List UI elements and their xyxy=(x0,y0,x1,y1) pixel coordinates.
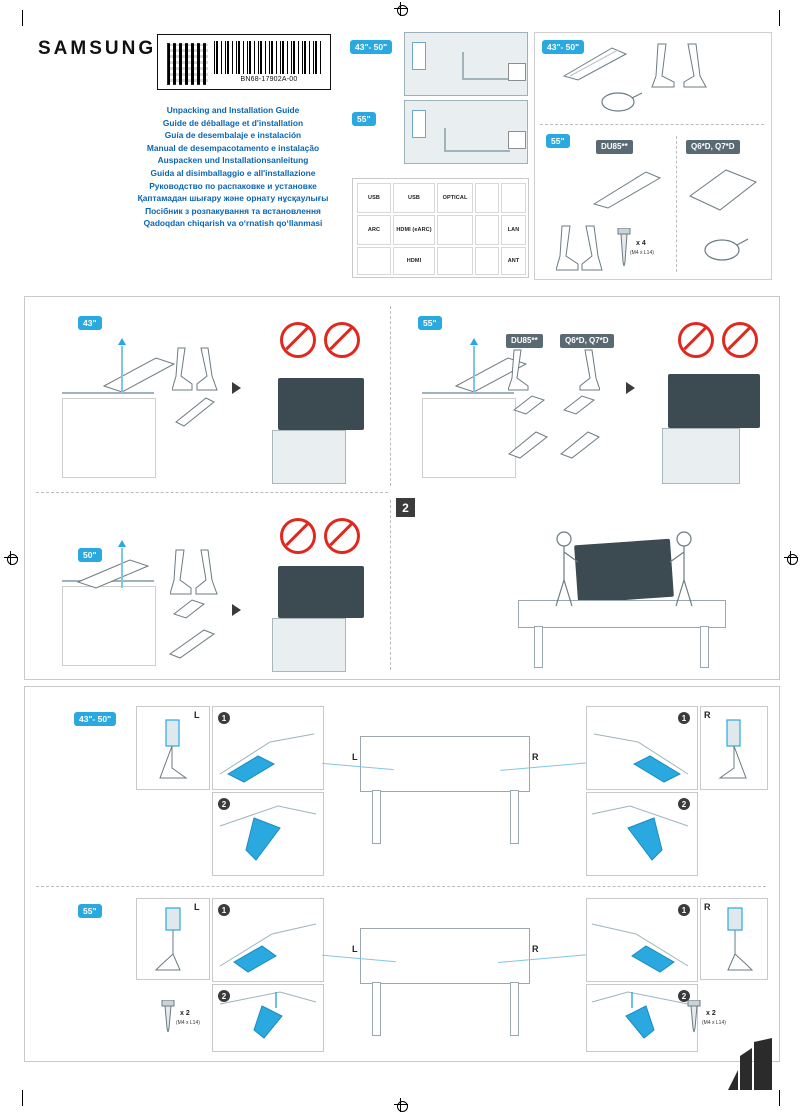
cover-bar-icon xyxy=(560,46,630,82)
cover-bar-icon-du85 xyxy=(590,168,664,212)
overview-55-cable xyxy=(444,128,446,152)
step3-size-tag-43-50: 43"- 50" xyxy=(74,712,116,726)
screw-qty-label: x 4 xyxy=(636,240,646,247)
step3-55-left-detail-label: L xyxy=(194,902,200,912)
title-lang-1: Guide de déballage et d'installation xyxy=(162,117,304,128)
step3-43-insert-illustration xyxy=(218,726,318,784)
crop-mark-bl-h xyxy=(22,1090,23,1106)
step3-55-label-L: L xyxy=(352,944,358,954)
step3-size-tag-55: 55" xyxy=(78,904,102,918)
step3-55-screw-icon-right xyxy=(686,1000,702,1034)
cover-plate-icon-q6d xyxy=(686,166,760,214)
step3-43-label-R: R xyxy=(532,752,539,762)
qr-code-icon xyxy=(164,40,212,88)
step1-50-cover-bar-icon xyxy=(74,556,152,592)
step3-43-left-detail-label: L xyxy=(194,710,200,720)
step1-55-tv-panel xyxy=(668,374,760,428)
overview-55-power-inlet xyxy=(508,131,526,149)
title-lang-2: Guía de desembalaje e instalación xyxy=(164,130,302,141)
port-label-hdmi-earc: HDMI (eARC) xyxy=(396,227,432,233)
step1-50-plate-icon xyxy=(172,596,206,622)
title-lang-7: Қаптамадан шығару және орнату нұсқаулығы xyxy=(137,193,329,204)
overview-tag-55: 55" xyxy=(352,112,376,126)
port-cell-ci xyxy=(437,215,473,245)
step3-43-right-insert-illustration xyxy=(590,726,690,784)
title-lang-9: Qadoqdan chiqarish va o‘rnatish qo‘llanmasi xyxy=(143,218,323,229)
step1-43-guide-line xyxy=(121,346,123,394)
port-cell-hdmi-earc xyxy=(393,215,435,245)
step1-horizontal-divider xyxy=(36,492,388,493)
step1-43-up-arrow xyxy=(118,338,126,345)
step3-55-table-leg-left xyxy=(372,982,381,1036)
step2-person-left-icon xyxy=(548,530,582,610)
step3-43-label-L: L xyxy=(352,752,358,762)
step1-50-up-arrow xyxy=(118,540,126,547)
step1-55-model-du85: DU85** xyxy=(506,334,543,348)
registration-mark-bottom xyxy=(394,1098,408,1112)
step1-55-up-arrow xyxy=(470,338,478,345)
step1-55-plate-icon-a xyxy=(512,392,546,418)
barcode-icon xyxy=(214,41,324,74)
title-language-list xyxy=(128,104,338,230)
port-label-ant: ANT xyxy=(507,258,520,264)
step1-50-warning-2 xyxy=(324,518,360,554)
title-lang-4: Auspacken und Installationsanleitung xyxy=(157,155,309,166)
step3-55-substep-2: 2 xyxy=(218,990,230,1002)
step3-55-right-detail-label: R xyxy=(704,902,711,912)
step1-size-tag-43: 43" xyxy=(78,316,102,330)
port-label-arc: ARC xyxy=(367,227,381,233)
port-cell-usb-c xyxy=(393,183,435,213)
port-cell-card-slot xyxy=(475,183,499,213)
step3-43-slide-illustration xyxy=(218,804,318,870)
registration-mark-right xyxy=(784,551,798,565)
port-label-usb: USB xyxy=(368,195,380,201)
stand-leg-pair-icon-55 xyxy=(556,224,604,272)
step3-43-right-bracket-icon xyxy=(714,716,754,782)
step1-55-plate-icon-b xyxy=(562,392,596,418)
step3-55-screw-qty-left: x 2 xyxy=(180,1010,190,1017)
step1-43-plate-icon xyxy=(172,394,218,430)
step3-55-left-bracket-icon xyxy=(150,906,194,974)
overview-43-cable-h xyxy=(462,78,510,80)
step3-55-screw-icon-left xyxy=(160,1000,176,1034)
port-cell-hdmi-strip xyxy=(357,247,391,275)
step1-vertical-divider xyxy=(390,306,391,486)
step3-55-right-substep-1: 1 xyxy=(678,904,690,916)
step1-55-stand-legs-icon-b xyxy=(556,348,600,392)
step3-55-screw-spec-left: (M4 x L14) xyxy=(176,1020,200,1026)
step1-43-stand-legs-icon xyxy=(172,346,218,392)
step3-55-label-R: R xyxy=(532,944,539,954)
parts-tag-55: 55" xyxy=(546,134,570,148)
step3-55-right-screw-illustration xyxy=(590,990,690,1048)
step-2-number: 2 xyxy=(396,498,415,517)
step1-50-cover-plate-icon xyxy=(166,626,218,660)
step1-43-carton xyxy=(272,430,346,484)
port-cell-arc xyxy=(357,215,391,245)
step3-43-right-slide-illustration xyxy=(590,804,690,870)
overview-55-port-cluster xyxy=(412,110,426,138)
step1-43-warning-1 xyxy=(280,322,316,358)
step1-50-stand-legs-icon xyxy=(170,548,218,596)
model-code: BN68-17902A-00 xyxy=(240,76,298,83)
overview-55-cable-h xyxy=(444,150,510,152)
step2-tv-panel xyxy=(574,539,674,604)
parts-model-divider xyxy=(676,136,677,272)
step1-43-box-illustration xyxy=(62,398,156,478)
step3-55-insert-illustration xyxy=(218,916,318,976)
overview-tag-43-50: 43"- 50" xyxy=(350,40,392,54)
brand-logo: SAMSUNG xyxy=(38,38,157,59)
step3-55-table-leg-right xyxy=(510,982,519,1036)
step1-43-warning-2 xyxy=(324,322,360,358)
parts-model-du85: DU85** xyxy=(596,140,633,154)
screw-spec-label: (M4 x L14) xyxy=(630,250,654,256)
step3-43-left-bracket-icon xyxy=(152,716,192,782)
title-lang-0: Unpacking and Installation Guide xyxy=(166,105,300,115)
overview-43-cable xyxy=(462,52,464,80)
port-cell-antenna xyxy=(437,247,473,275)
step1-55-box-illustration xyxy=(422,398,516,478)
step1-55-cover-plate-b xyxy=(558,428,602,462)
screw-icon xyxy=(616,228,632,268)
port-cell-satellite xyxy=(475,247,499,275)
port-label-usb-c: USB xyxy=(408,195,420,201)
step1-50-guide-line xyxy=(121,548,123,588)
step3-43-substep-2: 2 xyxy=(218,798,230,810)
title-lang-3: Manual de desempacotamento e instalação xyxy=(146,142,320,153)
step3-55-table-top xyxy=(360,928,530,984)
step3-43-table-leg-left xyxy=(372,790,381,844)
step3-55-substep-1: 1 xyxy=(218,904,230,916)
port-cell-usb xyxy=(357,183,391,213)
step1-55-cover-plate-a xyxy=(506,428,550,462)
overview-43-power-inlet xyxy=(508,63,526,81)
step1-50-tv-panel xyxy=(278,566,364,618)
port-cell-optical xyxy=(437,183,473,213)
crop-mark-tr-h xyxy=(779,10,780,26)
step2-table-leg-left xyxy=(534,626,543,668)
step1-50-warning-1 xyxy=(280,518,316,554)
step1-size-tag-55: 55" xyxy=(418,316,442,330)
step1-55-warning-2 xyxy=(722,322,758,358)
step3-43-substep-1: 1 xyxy=(218,712,230,724)
step1-55-warning-1 xyxy=(678,322,714,358)
step1-43-flow-arrow xyxy=(232,382,241,394)
step1-50-carton xyxy=(272,618,346,672)
port-cell-ethernet xyxy=(475,215,499,245)
port-label-optical: OPTICAL xyxy=(442,195,468,201)
registration-mark-top xyxy=(394,2,408,16)
parts-divider xyxy=(540,124,764,125)
step3-43-table-leg-right xyxy=(510,790,519,844)
step1-43-cover-bar-icon xyxy=(100,352,178,396)
step3-43-right-substep-1: 1 xyxy=(678,712,690,724)
crop-mark-tl-h xyxy=(22,10,23,26)
step3-55-screw-qty-right: x 2 xyxy=(706,1010,716,1017)
step3-43-table-top xyxy=(360,736,530,792)
cable-tie-icon-55 xyxy=(700,234,750,264)
barcode-box xyxy=(157,34,331,90)
step1-55-flow-arrow xyxy=(626,382,635,394)
registration-mark-left xyxy=(4,551,18,565)
step1-55-model-q6d: Q6*D, Q7*D xyxy=(560,334,614,348)
port-label-hdmi: HDMI xyxy=(406,258,422,264)
parts-model-q6d-q7d: Q6*D, Q7*D xyxy=(686,140,740,154)
step3-43-right-substep-2: 2 xyxy=(678,798,690,810)
step3-55-right-bracket-icon xyxy=(714,906,758,974)
step3-55-right-substep-2: 2 xyxy=(678,990,690,1002)
step1-55-guide-line xyxy=(473,346,475,394)
port-cell-hdmi xyxy=(393,247,435,275)
overview-43-port-cluster xyxy=(412,42,426,70)
port-cell-lan xyxy=(501,215,526,245)
step1-lower-divider xyxy=(390,500,391,670)
parts-tag-43-50: 43"- 50" xyxy=(542,40,584,54)
step1-size-tag-50: 50" xyxy=(78,548,102,562)
step3-divider xyxy=(36,886,766,887)
title-lang-6: Руководство по распаковке и установке xyxy=(149,180,317,191)
step3-43-right-detail-label: R xyxy=(704,710,711,720)
corner-mark-icon xyxy=(728,1038,774,1090)
title-lang-8: Посібник з розпакування та встановлення xyxy=(145,205,321,216)
step3-55-screw-spec-right: (M4 x L14) xyxy=(702,1020,726,1026)
port-detail-grid xyxy=(352,178,529,278)
step1-55-stand-legs-icon-a xyxy=(508,348,552,392)
step3-55-screw-illustration xyxy=(218,990,318,1048)
step1-50-flow-arrow xyxy=(232,604,241,616)
port-label-lan: LAN xyxy=(507,227,520,233)
crop-mark-br-h xyxy=(779,1090,780,1106)
step1-55-carton xyxy=(662,428,740,484)
port-cell-power xyxy=(501,183,526,213)
step2-person-right-icon xyxy=(668,530,702,610)
step1-50-box-illustration xyxy=(62,586,156,666)
step1-43-tv-panel xyxy=(278,378,364,430)
port-cell-ant xyxy=(501,247,526,275)
title-lang-5: Guida al disimballaggio e all'installazione xyxy=(150,167,316,178)
step3-55-right-insert-illustration xyxy=(590,916,690,976)
step2-table-leg-right xyxy=(700,626,709,668)
cable-tie-icon xyxy=(598,88,644,114)
stand-leg-pair-icon xyxy=(648,40,710,90)
